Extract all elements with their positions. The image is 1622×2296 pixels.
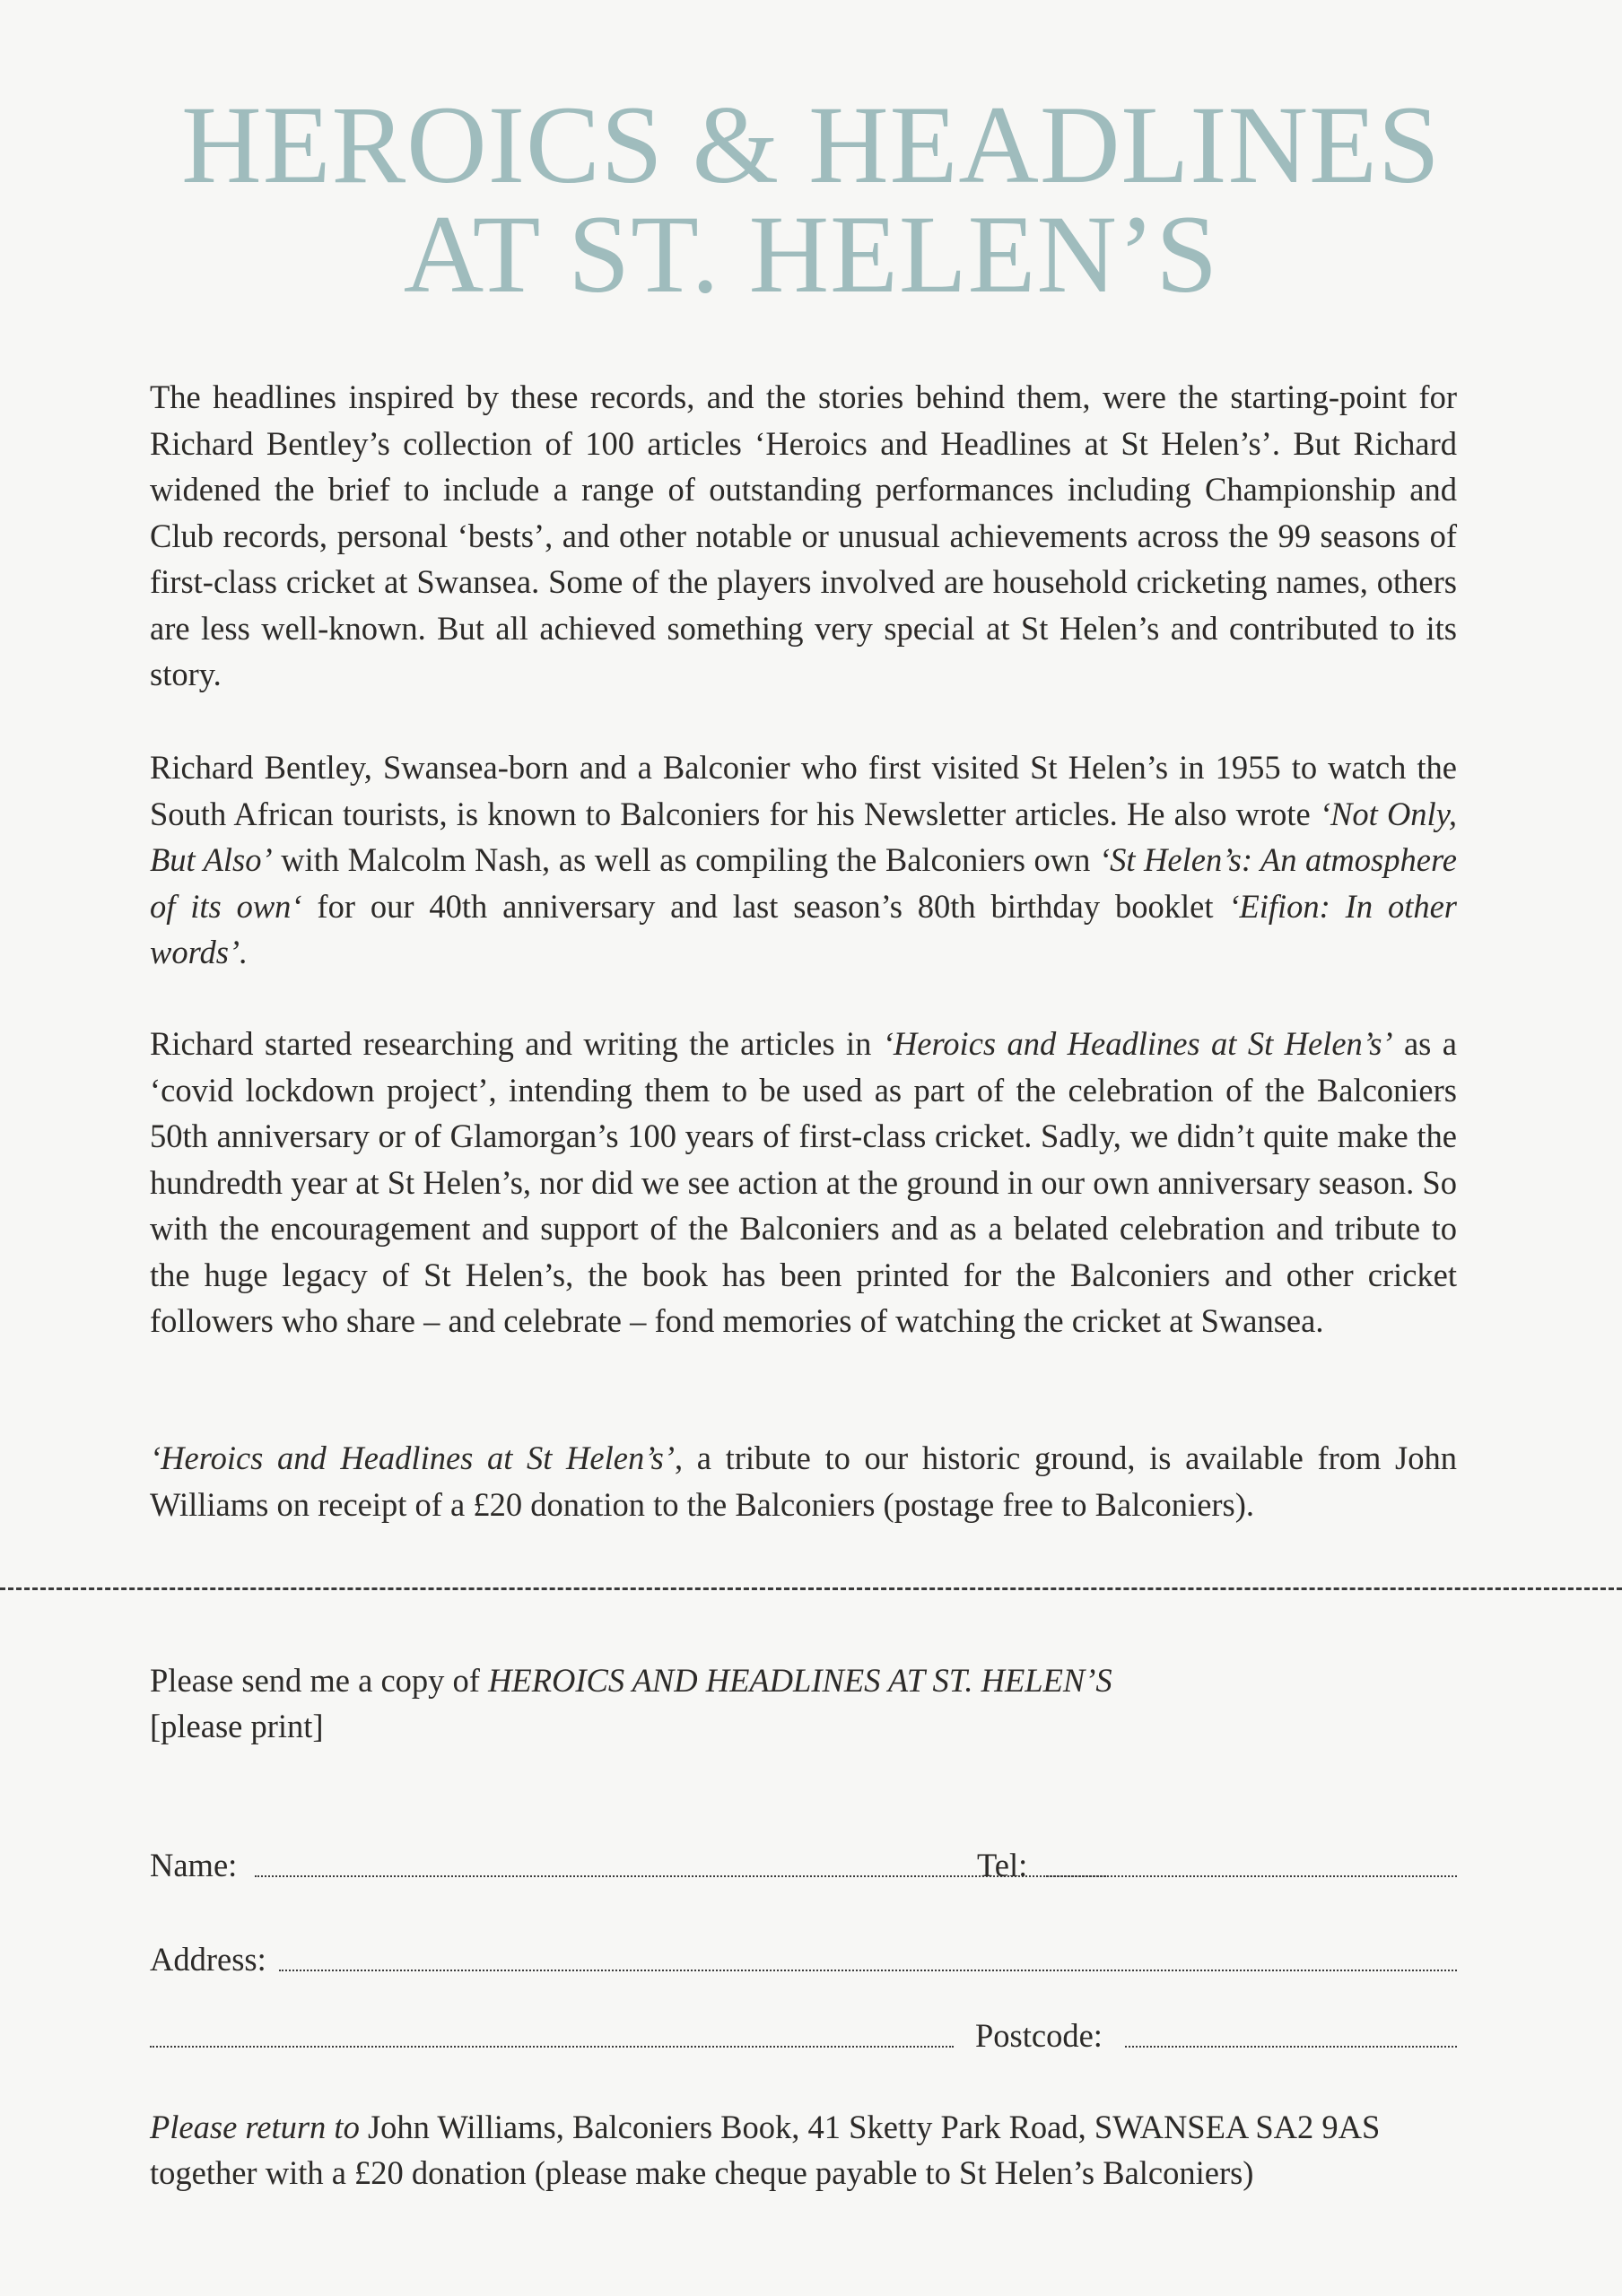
title-line-1: HEROICS & HEADLINES xyxy=(181,83,1441,206)
order-book-title: HEROICS AND HEADLINES AT ST. HELEN’S xyxy=(488,1662,1112,1699)
intro-paragraph: The headlines inspired by these records, and the stories behind them, were the starting-point for Richard Bentley’s collection of 100 articles ‘Heroics and Headlines at St Helen’s’. But Richard widened the brief to include a range of outstanding performances including Championship and Club records, personal ‘bests’, and other notable or unusual achievements across the 99 seasons of first-class cricket at Swansea. Some of the players involved are household cricketing names, others are less well-known. But all achieved something very special at St Helen’s and contributed to its story. xyxy=(150,378,1457,692)
project-text-2: as a ‘covid lockdown project’, intending them to be used as part of the celebration of the Balconiers 50th anniversary or of Glamorgan’s 100 years of first-class cricket. Sadly, we didn’t quite make the hundredth year at St Helen’s, nor did we see action at the ground in our own anniversary season. So with the encouragement and support of the Balconiers and as a belated celebration and tribute to the huge legacy of St Helen’s, the book has been printed for the Balconiers and other cricket followers who share – and celebrate – fond memories of watching the cricket at Swansea. xyxy=(150,1025,1457,1339)
tel-label: Tel: xyxy=(977,1847,1028,1883)
project-text-1: Richard started researching and writing the articles in xyxy=(150,1025,883,1062)
title-line-2: AT ST. HELEN’S xyxy=(403,193,1219,316)
book-title-atmosphere: ‘St Helen’s: An atmosphere of its own‘ xyxy=(150,841,1457,925)
availability-text: , a tribute to our historic ground, is available from John Williams on receipt of a £20 donation to the Balconiers (postage free to Balconiers). xyxy=(150,1439,1457,1523)
address-postcode-row xyxy=(150,2013,1457,2058)
postcode-field[interactable] xyxy=(1125,2046,1457,2048)
address-line-2-field[interactable] xyxy=(150,2046,954,2048)
address-row xyxy=(150,1937,1457,1982)
availability-paragraph xyxy=(150,1435,1457,1527)
author-paragraph xyxy=(150,744,1457,976)
tel-field[interactable] xyxy=(1043,1875,1457,1877)
address-field[interactable] xyxy=(279,1970,1457,1971)
book-title-heroics: ‘Heroics and Headlines at St Helen’s’ xyxy=(882,1025,1393,1062)
address-label: Address: xyxy=(150,1941,266,1978)
postcode-label: Postcode: xyxy=(975,2017,1103,2054)
project-paragraph xyxy=(150,1021,1457,1344)
book-title-not-only: ‘Not Only, But Also’ xyxy=(150,795,1458,878)
author-text-1: Richard Bentley, Swansea-born and a Balconier who first visited St Helen’s in 1955 to watch the South African tourists, is known to Balconiers for his Newsletter articles. He also wrote xyxy=(150,749,1457,832)
return-instructions xyxy=(150,2104,1457,2196)
order-form-intro xyxy=(150,1657,1316,1749)
order-print-note: [please print] xyxy=(150,1708,324,1744)
book-title-eifion: ‘Eifion: In other words’. xyxy=(150,887,1457,970)
cut-here-dashed-line xyxy=(0,1587,1622,1590)
return-emphasis: Please return to xyxy=(150,2109,360,2145)
name-tel-row xyxy=(150,1843,1457,1888)
order-intro-text: Please send me a copy of xyxy=(150,1662,489,1699)
author-text-3: for our 40th anniversary and last season’s 80th birthday booklet xyxy=(301,887,1229,925)
return-address-text: John Williams, Balconiers Book, 41 Sketty Park Road, SWANSEA SA2 9AS together with a £20 donation (please make cheque payable to St Helen’s Balconiers) xyxy=(150,2109,1381,2191)
book-title-heroics-2: ‘Heroics and Headlines at St Helen’s’ xyxy=(150,1439,676,1476)
author-text-2: with Malcolm Nash, as well as compiling the Balconiers own xyxy=(272,841,1099,878)
name-label: Name: xyxy=(150,1847,238,1883)
